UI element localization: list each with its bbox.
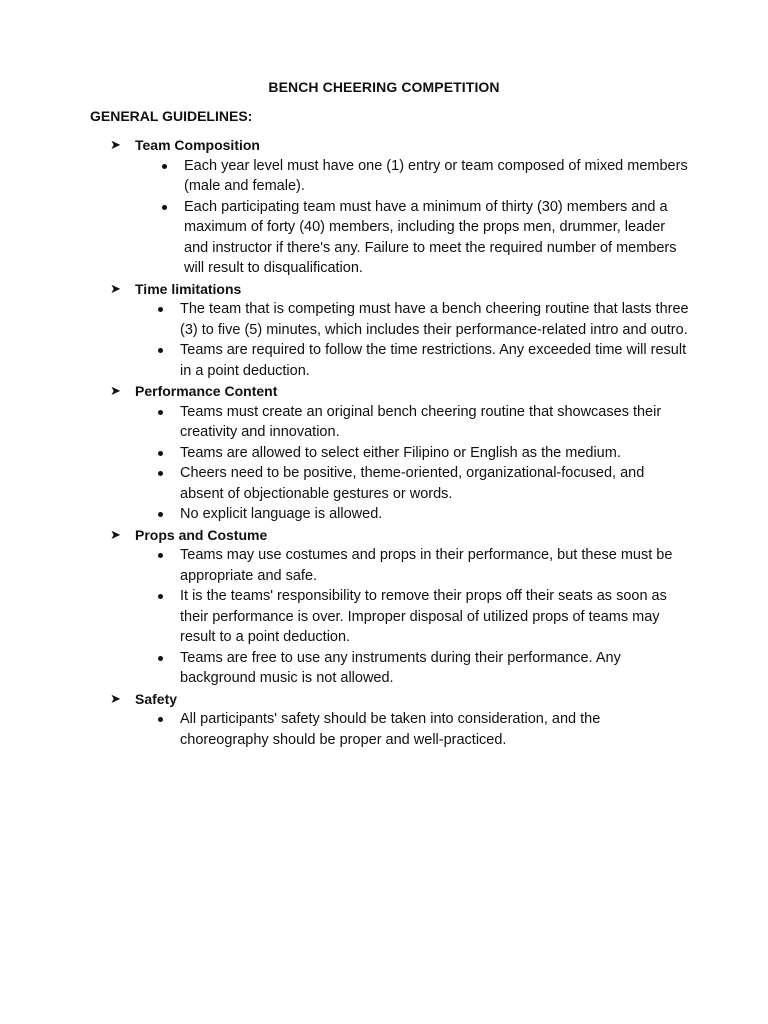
round-bullet-icon (158, 410, 163, 415)
section-title: Performance Content (135, 383, 278, 400)
document-title: BENCH CHEERING COMPETITION (268, 79, 500, 95)
section-heading (110, 135, 690, 156)
round-bullet-icon (158, 348, 163, 353)
list-item (110, 463, 690, 504)
list-item-text: Teams are required to follow the time restrictions. Any exceeded time will result in a point deduction. (180, 342, 687, 379)
bullet-list (110, 709, 690, 750)
round-bullet-icon (158, 717, 163, 722)
arrowhead-bullet-icon: ➤ (110, 137, 121, 153)
section-time-limitations (110, 279, 690, 382)
list-item-text: Cheers need to be positive, theme-oriented, organizational-focused, and absent of objectionable gestures or words. (180, 465, 645, 502)
list-item (110, 340, 690, 381)
round-bullet-icon (162, 205, 167, 210)
section-team-composition (110, 135, 690, 279)
list-item-text: No explicit language is allowed. (180, 506, 383, 522)
list-item-text: Teams must create an original bench cheering routine that showcases their creativity and innovation. (180, 403, 662, 440)
round-bullet-icon (158, 307, 163, 312)
list-item-text: Teams may use costumes and props in their performance, but these must be appropriate and safe. (180, 547, 673, 584)
arrowhead-bullet-icon: ➤ (110, 690, 121, 706)
bullet-list (110, 545, 690, 689)
section-title: Time limitations (135, 280, 242, 297)
section-safety (110, 689, 690, 751)
section-heading (110, 381, 690, 402)
round-bullet-icon (158, 451, 163, 456)
arrowhead-bullet-icon: ➤ (110, 280, 121, 296)
bullet-list (110, 402, 690, 525)
list-item-text: It is the teams' responsibility to remove their props off their seats as soon as their performance is over. Improper disposal of utilized props of teams may result to a point deduction. (180, 588, 667, 645)
list-item (110, 156, 690, 197)
list-item (110, 545, 690, 586)
bullet-list (110, 299, 690, 381)
bullet-list (110, 156, 690, 279)
arrowhead-bullet-icon: ➤ (110, 383, 121, 399)
round-bullet-icon (158, 594, 163, 599)
section-heading (110, 279, 690, 300)
list-item-text: Each year level must have one (1) entry or team composed of mixed members (male and female). (184, 157, 688, 194)
arrowhead-bullet-icon: ➤ (110, 526, 121, 542)
list-item (110, 299, 690, 340)
list-item-text: Teams are free to use any instruments during their performance. Any background music is not allowed. (180, 649, 621, 686)
list-item-text: Each participating team must have a minimum of thirty (30) members and a maximum of forty (40) members, including the props men, drummer, leader and instructor if there's any. Failure to meet the required number of members will result to disqualification. (184, 198, 677, 276)
round-bullet-icon (158, 656, 163, 661)
general-guidelines-heading: GENERAL GUIDELINES: (90, 108, 253, 124)
round-bullet-icon (162, 164, 167, 169)
section-title: Team Composition (135, 137, 260, 154)
round-bullet-icon (158, 512, 163, 517)
list-item (110, 197, 690, 279)
list-item-text: Teams are allowed to select either Filipino or English as the medium. (180, 444, 621, 461)
list-item-text: The team that is competing must have a bench cheering routine that lasts three (3) to five (5) minutes, which includes their performance-related intro and outro. (180, 301, 689, 338)
list-item (110, 443, 690, 464)
section-performance-content (110, 381, 690, 525)
section-title: Props and Costume (135, 526, 268, 543)
list-item (110, 402, 690, 443)
list-item (110, 648, 690, 689)
guidelines-sections (110, 135, 690, 750)
section-heading (110, 525, 690, 546)
list-item-text: All participants' safety should be taken into consideration, and the choreography should be proper and well-practiced. (180, 711, 601, 748)
round-bullet-icon (158, 553, 163, 558)
section-title: Safety (135, 690, 178, 707)
section-props-and-costume (110, 525, 690, 689)
list-item (110, 504, 690, 525)
section-heading (110, 689, 690, 710)
list-item (110, 709, 690, 750)
list-item (110, 586, 690, 648)
round-bullet-icon (158, 471, 163, 476)
